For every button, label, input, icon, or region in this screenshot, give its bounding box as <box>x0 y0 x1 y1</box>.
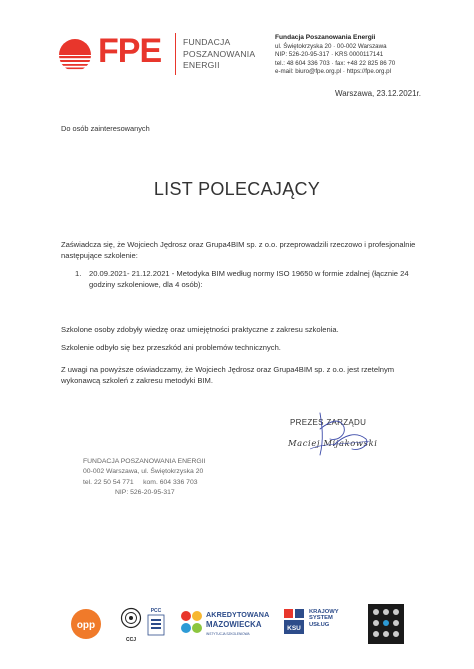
paragraph-conclusion: Z uwagi na powyższe oświadczamy, że Wojciech Jędrosz oraz Grupa4BIM sp. z o.o. jest rzetelnym wykonawcą szkoleń z zakresu metodyki BIM. <box>61 365 395 385</box>
ccj-seal-icon <box>120 606 142 632</box>
letter-date: Warszawa, 23.12.2021r. <box>335 89 421 98</box>
handwritten-signature <box>300 405 380 465</box>
certificate-logo <box>368 604 404 644</box>
stamp-phones: tel. 22 50 54 771 kom. 604 336 703 <box>83 478 198 486</box>
signature-title: PREZES ZARZĄDU <box>290 418 367 427</box>
svg-text:KSU: KSU <box>287 625 301 632</box>
org-contact-info <box>275 34 395 77</box>
organization-stamp <box>83 457 206 499</box>
pcc-logo <box>145 606 167 642</box>
paragraph-knowledge: Szkolone osoby zdobyły wiedzę oraz umiejętności praktyczne z zakresu szkolenia. <box>61 325 339 334</box>
stamp-nip: NIP: 526-20-95-317 <box>115 489 175 497</box>
fpe-logo-subtitle: FUNDACJA POSZANOWANIA ENERGII <box>183 37 256 71</box>
training-list-item <box>75 269 431 290</box>
fpe-logo-text: FPE <box>98 32 162 70</box>
document-title: LIST POLECAJĄCY <box>153 179 321 199</box>
ksu-emblem-icon <box>283 608 305 638</box>
org-name: Fundacja Poszanowania Energii <box>275 34 376 41</box>
ksu-logo: KSU KRAJOWY SYSTEM USŁUG <box>283 606 347 642</box>
opp-logo <box>70 608 102 640</box>
list-number: 1. <box>75 269 82 278</box>
addressee: Do osób zainteresowanych <box>61 124 150 133</box>
intro-paragraph: Zaświadcza się, że Wojciech Jędrosz oraz Grupa4BIM sp. z o.o. przeprowadzili rzeczowo i profesjonalnie następujące szkolenie: <box>61 240 416 260</box>
logo-divider <box>175 33 176 75</box>
paragraph-no-problems: Szkolenie odbyło się bez przeszkód ani problemów technicznych. <box>61 343 281 352</box>
akredytowana-logo: AKREDYTOWANA MAZOWIECKA INSTYTUCJA SZKOLENIOWA <box>180 606 266 642</box>
signature-name: Maciej Mijakowski <box>288 438 378 448</box>
org-registry: NIP: 526-20-95-317 · KRS 0000117141 <box>275 51 384 59</box>
list-item-text: 20.09.2021- 21.12.2021 - Metodyka BIM według normy ISO 19650 w formie zdalnej (łącznie 24 godziny szkoleniowe, dla 4 osób): <box>89 269 409 289</box>
svg-text:PCC: PCC <box>150 608 162 614</box>
fpe-logo-mark <box>58 38 92 72</box>
stamp-address: 00-002 Warszawa, ul. Świętokrzyska 20 <box>83 468 204 476</box>
svg-text:opp: opp <box>76 620 96 631</box>
stamp-org-name: FUNDACJA POSZANOWANIA ENERGII <box>83 458 206 465</box>
org-email[interactable]: e-mail: biuro@fpe.org.pl · https://fpe.org.pl <box>275 68 391 76</box>
org-phone: tel.: 48 604 336 703 · fax: +48 22 825 86 70 <box>275 59 396 67</box>
ccj-logo: CCJ <box>120 606 142 642</box>
org-address: ul. Świętokrzyska 20 · 00-002 Warszawa <box>275 42 387 50</box>
akredytowana-emblem-icon <box>180 608 204 640</box>
